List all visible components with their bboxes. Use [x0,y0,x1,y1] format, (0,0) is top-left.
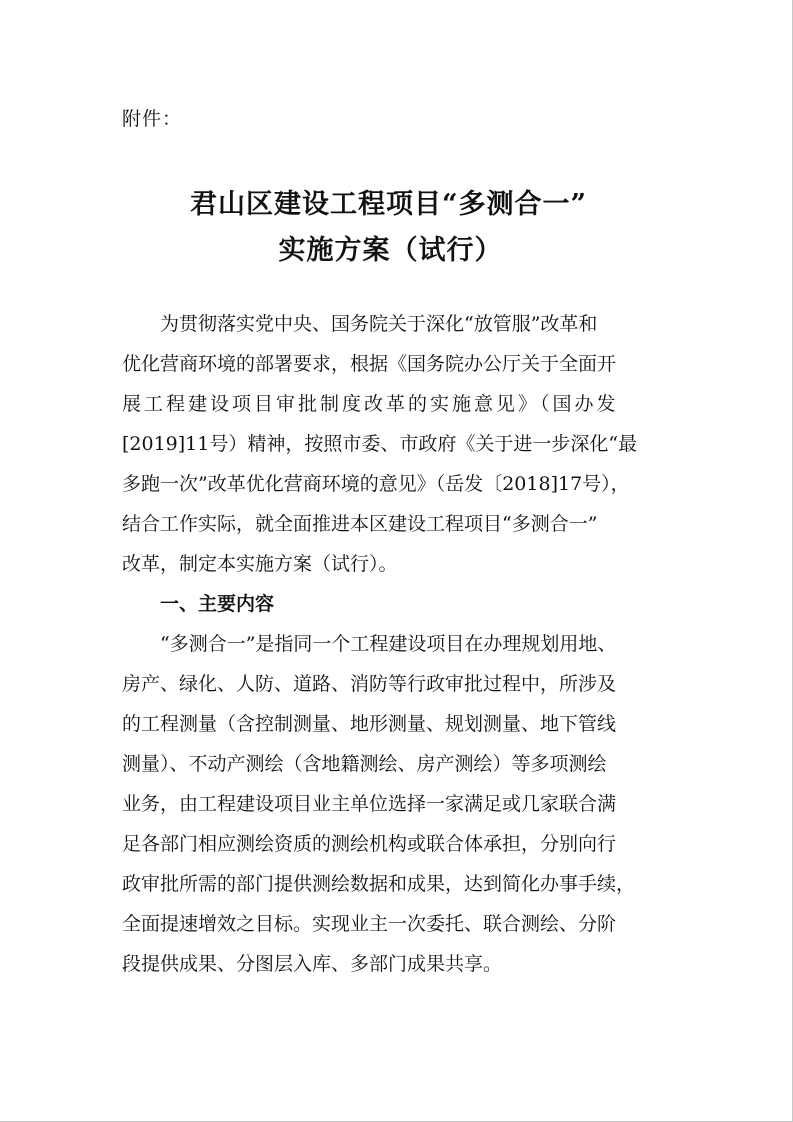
text-line: 的工程测量（含控制测量、地形测量、规划测量、地下管线 [122,713,617,735]
text-line: 多跑一次”改革优化营商环境的意见》（岳发〔2018]17号）， [122,473,630,495]
text-line: 测量）、不动产测绘（含地籍测绘、房产测绘）等多项测绘 [122,753,607,775]
text-line: “多测合一”是指同一个工程建设项目在办理规划用地、 [122,633,617,655]
text-line: 足各部门相应测绘资质的测绘机构或联合体承担，分别向行 [122,833,617,855]
attachment-label: 附件： [122,108,183,130]
document-title-line1: 君山区建设工程项目“多测合一” [189,189,588,220]
text-line: 业务，由工程建设项目业主单位选择一家满足或几家联合满 [122,793,617,815]
paragraph-intro [122,304,680,584]
text-line: 为贯彻落实党中央、国务院关于深化“放管服”改革和 [122,313,598,335]
paragraph-main-content [122,624,680,984]
text-line: 政审批所需的部门提供测绘数据和成果，达到简化办事手续， [122,873,636,895]
section-heading: 一、主要内容 [122,593,275,615]
text-line: 优化营商环境的部署要求，根据《国务院办公厅关于全面开 [122,353,617,375]
text-line: 段提供成果、分图层入库、多部门成果共享。 [122,953,503,975]
document-body [122,304,680,984]
text-line: [2019]11号）精神，按照市委、市政府《关于进一步深化“最 [122,433,638,455]
text-line: 展工程建设项目审批制度改革的实施意见》（国办发 [122,393,619,415]
document-title-line2: 实施方案（试行） [278,235,503,266]
text-line: 改革，制定本实施方案（试行）。 [122,553,398,575]
text-line: 全面提速增效之目标。实现业主一次委托、联合测绘、分阶 [122,913,617,935]
text-line: 结合工作实际，就全面推进本区建设工程项目“多测合一” [122,513,598,535]
text-line: 房产、绿化、人防、道路、消防等行政审批过程中，所涉及 [122,673,617,695]
